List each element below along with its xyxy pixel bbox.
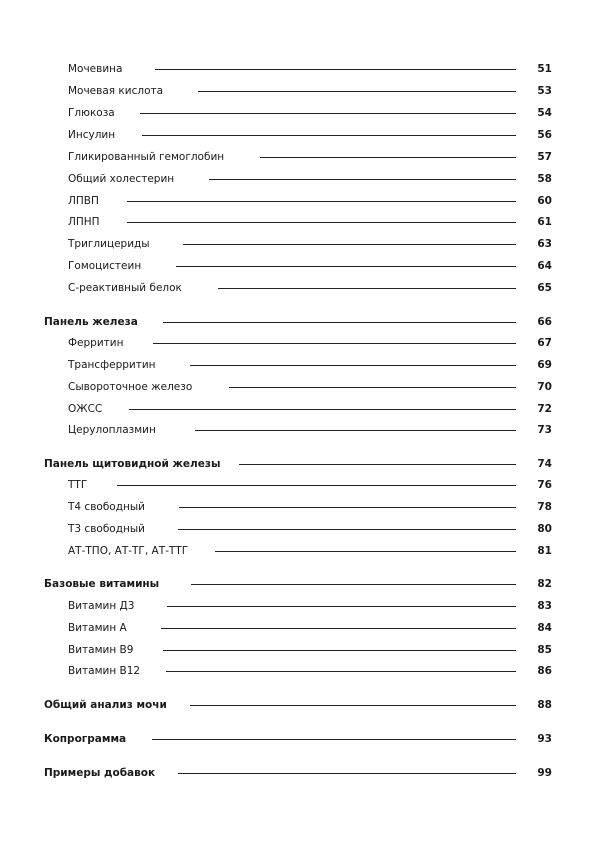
toc-entry-c-reactive-protein[interactable] [0,280,596,296]
leader-line [152,739,516,740]
toc-page-number: 53 [537,85,552,97]
leader-line [161,628,516,629]
leader-line [166,671,516,672]
toc-section-basic-vitamins[interactable] [0,576,596,592]
toc-entry-label: Мочевая кислота [68,85,164,97]
leader-line [155,69,516,70]
leader-line [183,244,516,245]
leader-line [127,222,516,223]
toc-entry-label: Витамин В12 [68,665,141,677]
toc-page-number: 88 [537,699,552,711]
toc-page-number: 93 [537,733,552,745]
toc-section-label: Панель железа [44,316,138,328]
leader-line [117,485,516,486]
toc-entry-label: АТ-ТПО, АТ-ТГ, АТ-ТТГ [68,545,189,557]
toc-page-number: 83 [537,600,552,612]
toc-entry-label: Т4 свободный [68,501,145,513]
toc-entry-label: Витамин Д3 [68,600,135,612]
toc-entry-label: Глюкоза [68,107,115,119]
toc-entry-transferrin[interactable] [0,357,596,373]
toc-entry-hdl[interactable] [0,193,596,209]
leader-line [229,387,516,388]
toc-page-number: 70 [537,381,552,393]
toc-page-number: 66 [537,316,552,328]
toc-section-supplement-examples[interactable] [0,765,596,781]
toc-entry-insulin[interactable] [0,127,596,143]
leader-line [129,409,516,410]
toc-page-number: 81 [537,545,552,557]
toc-entry-thyroid-antibodies[interactable] [0,543,596,559]
toc-entry-label: ЛПВП [68,195,99,207]
leader-line [218,288,516,289]
leader-line [209,179,516,180]
toc-entry-label: Гликированный гемоглобин [68,151,225,163]
toc-page-number: 54 [537,107,552,119]
toc-page-number: 69 [537,359,552,371]
toc-page-number: 51 [537,63,552,75]
toc-entry-vitamin-b9[interactable] [0,642,596,658]
leader-line [215,551,516,552]
toc-page-number: 84 [537,622,552,634]
toc-entry-triglycerides[interactable] [0,236,596,252]
toc-page-number: 61 [537,216,552,228]
toc-entry-label: Т3 свободный [68,523,145,535]
toc-page-number: 63 [537,238,552,250]
toc-entry-glycated-hemoglobin[interactable] [0,149,596,165]
toc-entry-label: Витамин В9 [68,644,134,656]
toc-entry-free-t4[interactable] [0,499,596,515]
toc-entry-vitamin-d3[interactable] [0,598,596,614]
toc-entry-vitamin-b12[interactable] [0,663,596,679]
toc-page-number: 58 [537,173,552,185]
toc-page-number: 65 [537,282,552,294]
toc-entry-label: ОЖСС [68,403,103,415]
toc-entry-ldl[interactable] [0,214,596,230]
toc-entry-label: Общий холестерин [68,173,175,185]
toc-entry-label: ТТГ [68,479,88,491]
toc-entry-label: Мочевина [68,63,123,75]
leader-line [153,343,516,344]
toc-page-number: 86 [537,665,552,677]
leader-line [178,773,516,774]
leader-line [198,91,516,92]
toc-entry-label: ЛПНП [68,216,100,228]
toc-page-number: 78 [537,501,552,513]
toc-section-label: Общий анализ мочи [44,699,167,711]
toc-entry-label: Витамин А [68,622,127,634]
leader-line [140,113,516,114]
leader-line [260,157,516,158]
toc-entry-vitamin-a[interactable] [0,620,596,636]
toc-page-number: 82 [537,578,552,590]
leader-line [190,705,516,706]
toc-entry-tibc[interactable] [0,401,596,417]
toc-page-number: 57 [537,151,552,163]
toc-page-number: 80 [537,523,552,535]
leader-line [191,584,516,585]
toc-page-number: 60 [537,195,552,207]
toc-page-number: 74 [537,458,552,470]
toc-entry-label: Гомоцистеин [68,260,142,272]
toc-entry-label: Триглицериды [68,238,150,250]
toc-section-label: Примеры добавок [44,767,156,779]
toc-entry-label: Ферритин [68,337,124,349]
toc-section-thyroid-panel[interactable] [0,456,596,472]
toc-entry-label: Трансферритин [68,359,156,371]
toc-section-iron-panel[interactable] [0,314,596,330]
toc-page-number: 76 [537,479,552,491]
toc-page-number: 64 [537,260,552,272]
toc-section-label: Панель щитовидной железы [44,458,221,470]
toc-entry-glucose[interactable] [0,105,596,121]
toc-page-number: 85 [537,644,552,656]
leader-line [179,507,516,508]
toc-entry-label: Сывороточное железо [68,381,193,393]
leader-line [195,430,516,431]
toc-page-number: 67 [537,337,552,349]
leader-line [127,201,516,202]
toc-entry-homocysteine[interactable] [0,258,596,274]
toc-entry-urea[interactable] [0,61,596,77]
leader-line [167,606,516,607]
toc-entry-ferritin[interactable] [0,335,596,351]
toc-entry-free-t3[interactable] [0,521,596,537]
toc-page-number: 72 [537,403,552,415]
leader-line [163,322,516,323]
toc-page-number: 56 [537,129,552,141]
leader-line [163,650,516,651]
leader-line [142,135,516,136]
toc-entry-label: Инсулин [68,129,116,141]
toc-section-label: Базовые витамины [44,578,160,590]
leader-line [176,266,516,267]
toc-entry-label: Церулоплазмин [68,424,156,436]
toc-entry-ceruloplasmin[interactable] [0,422,596,438]
toc-page-number: 73 [537,424,552,436]
toc-entry-serum-iron[interactable] [0,379,596,395]
toc-page-number: 99 [537,767,552,779]
leader-line [239,464,516,465]
toc-section-urinalysis[interactable] [0,697,596,713]
toc-section-coprogram[interactable] [0,731,596,747]
leader-line [178,529,516,530]
toc-section-label: Копрограмма [44,733,127,745]
leader-line [190,365,516,366]
toc-entry-tsh[interactable] [0,477,596,493]
toc-entry-uric-acid[interactable] [0,83,596,99]
toc-entry-total-cholesterol[interactable] [0,171,596,187]
toc-entry-label: С-реактивный белок [68,282,182,294]
